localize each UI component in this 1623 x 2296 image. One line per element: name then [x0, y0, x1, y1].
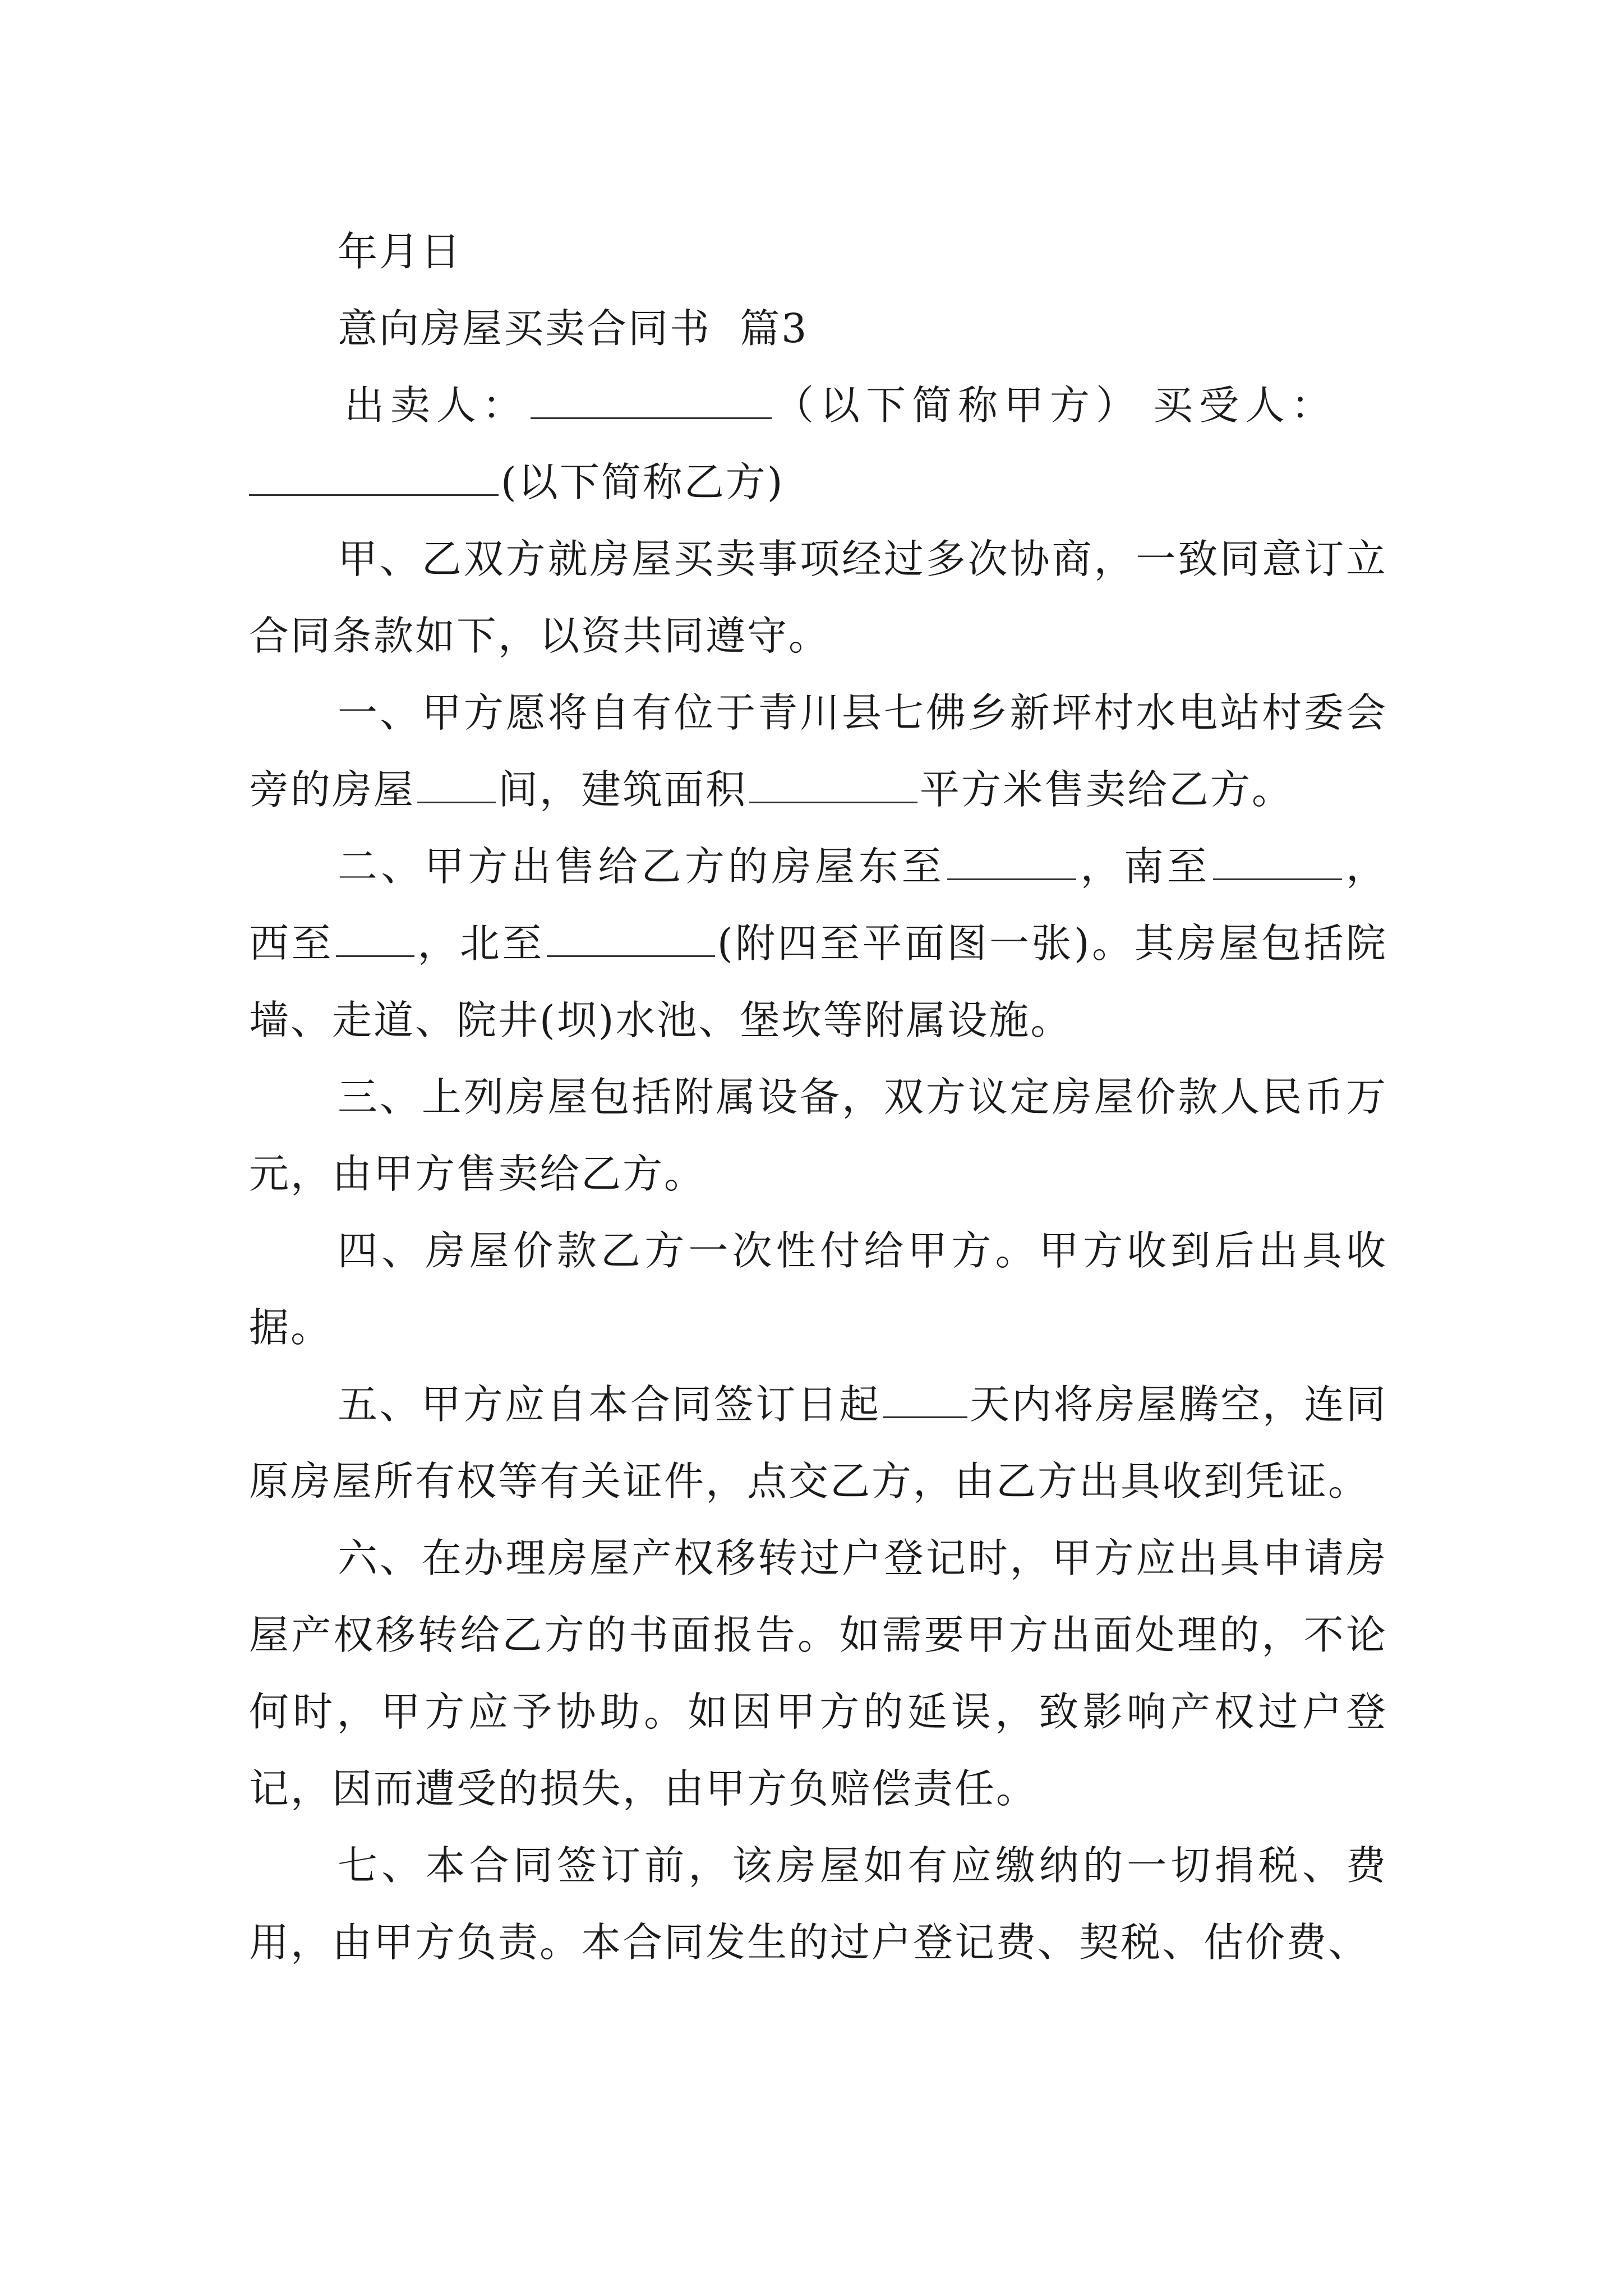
p2-text-c: ，西至 [249, 843, 1387, 967]
buyer-line [249, 444, 1387, 521]
north-boundary-blank[interactable] [547, 916, 715, 957]
buyer-note: (以下简称乙方) [501, 459, 785, 505]
paragraph-2 [249, 828, 1387, 1059]
paragraph-6: 六、在办理房屋产权移转过户登记时，甲方应出具申请房屋产权移转给乙方的书面报告。如需要甲方出面处理的，不论何时，甲方应予协助。如因甲方的延误，致影响产权过户登记，因而遭受的损失，由甲方负赔偿责任。 [249, 1535, 1387, 1812]
section-title: 意向房屋买卖合同书 篇3 [338, 305, 809, 352]
paragraph-intro: 甲、乙双方就房屋买卖事项经过多次协商，一致同意订立合同条款如下，以资共同遵守。 [249, 536, 1387, 659]
contract-page [249, 213, 1387, 1981]
seller-label: 出卖人： [344, 382, 529, 429]
buyer-label: 买受人： [1153, 382, 1338, 429]
p2-text-e: (附四至平面图一张)。其房屋包括院墙、走道、院井(坝)水池、堡坎等附属设施。 [249, 920, 1387, 1043]
p2-text-d: ，北至 [416, 920, 545, 967]
area-blank[interactable] [749, 762, 917, 803]
paragraph-4: 四、房屋价款乙方一次性付给甲方。甲方收到后出具收据。 [249, 1227, 1387, 1351]
paragraph-3: 三、上列房屋包括附属设备，双方议定房屋价款人民币万元，由甲方售卖给乙方。 [249, 1074, 1387, 1197]
buyer-name-blank[interactable] [249, 455, 499, 496]
p2-text-b: ，南至 [1078, 843, 1211, 890]
east-boundary-blank[interactable] [947, 839, 1076, 880]
paragraph-1 [249, 674, 1387, 828]
south-boundary-blank[interactable] [1213, 839, 1342, 880]
date-line: 年月日 [338, 228, 463, 275]
p2-text-a: 二、甲方出售给乙方的房屋东至 [338, 843, 946, 890]
parties-line [249, 367, 1387, 444]
paragraph-7: 七、本合同签订前，该房屋如有应缴纳的一切捐税、费用，由甲方负责。本合同发生的过户登记费、契税、估价费、 [249, 1842, 1387, 1966]
p5-text-a: 五、甲方应自本合同签订日起 [338, 1381, 881, 1428]
p1-text-b: 间，建筑面积 [498, 766, 748, 813]
west-boundary-blank[interactable] [336, 916, 414, 957]
seller-note: （以下简称甲方） [774, 382, 1142, 429]
paragraph-5 [249, 1366, 1387, 1520]
seller-name-blank[interactable] [531, 378, 772, 419]
p5-text-b: 天内将房屋腾空，连同原房屋所有权等有关证件，点交乙方，由乙方出具收到凭证。 [249, 1381, 1387, 1504]
days-blank[interactable] [883, 1377, 967, 1418]
p1-text-a: 一、甲方愿将自有位于青川县七佛乡新坪村水电站村委会旁的房屋 [249, 689, 1387, 813]
p1-text-c: 平方米售卖给乙方。 [920, 766, 1294, 813]
room-count-blank[interactable] [417, 762, 496, 803]
